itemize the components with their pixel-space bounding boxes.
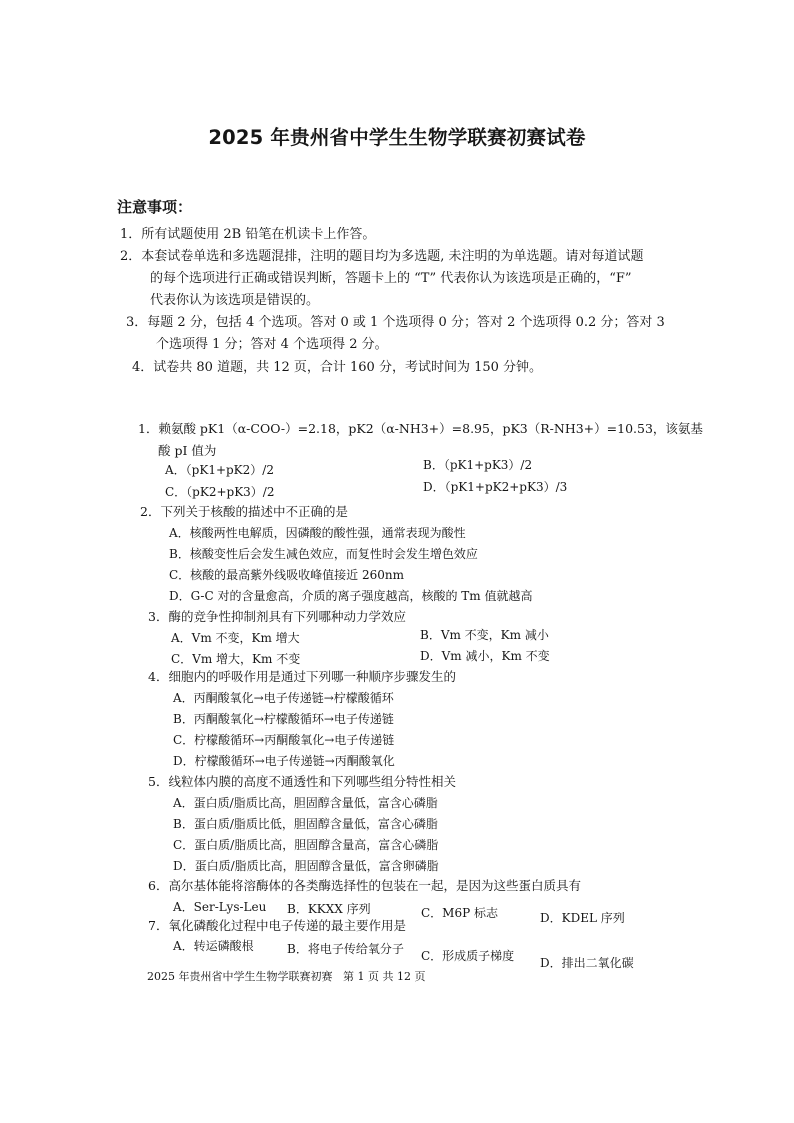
notice-line: 3．每题 2 分，包括 4 个选项。答对 0 或 1 个选项得 0 分；答对 2 个选项得 0.2 分；答对 3 [126,315,665,330]
option-d: D．排出二氧化碳 [540,956,634,970]
option-c: C．M6P 标志 [421,906,498,920]
notice-line: 代表你认为该选项是错误的。 [150,293,320,308]
question-stem: 4．细胞内的呼吸作用是通过下列哪一种顺序步骤发生的 [148,669,456,684]
option-d: D．KDEL 序列 [540,911,625,925]
option-b: B．蛋白质/脂质比低，胆固醇含量低，富含心磷脂 [173,817,438,831]
option-b: B．Vm 不变，Km 减小 [420,628,549,642]
option-b: B．（pK1+pK3）/2 [423,458,533,472]
option-c: C．（pK2+pK3）/2 [165,485,275,499]
question-stem: 6．高尔基体能将溶酶体的各类酶选择性的包装在一起，是因为这些蛋白质具有 [148,878,581,893]
option-c: C．核酸的最高紫外线吸收峰值接近 260nm [169,568,405,582]
question-stem: 7．氧化磷酸化过程中电子传递的最主要作用是 [148,918,406,933]
option-a: A．转运磷酸根 [173,939,254,953]
option-c: C．柠檬酸循环→丙酮酸氧化→电子传递链 [173,733,395,747]
option-d: D．（pK1+pK2+pK3）/3 [423,480,568,494]
notice-heading: 注意事项： [117,198,193,216]
footer-page-number: 第 1 页 共 12 页 [343,970,426,983]
option-a: A．Vm 不变，Km 增大 [171,631,300,645]
option-d: D．G-C 对的含量愈高，介质的离子强度越高，核酸的 Tm 值就越高 [169,589,533,603]
option-c: C．形成质子梯度 [421,949,515,963]
notice-line: 4．试卷共 80 道题，共 12 页，合计 160 分，考试时间为 150 分钟。 [132,360,543,375]
notice-line: 2．本套试卷单选和多选题混排，注明的题目均为多选题, 未注明的为单选题。请对每道试题 [120,249,644,264]
question-stem: 3．酶的竞争性抑制剂具有下列哪种动力学效应 [148,609,406,624]
option-a: A．（pK1+pK2）/2 [165,463,274,477]
notice-line: 个选项得 1 分；答对 4 个选项得 2 分。 [156,337,388,352]
option-a: A．核酸两性电解质，因磷酸的酸性强，通常表现为酸性 [169,526,466,540]
notice-line: 1．所有试题使用 2B 铅笔在机读卡上作答。 [120,227,376,242]
footer-exam-name: 2025 年贵州省中学生生物学联赛初赛 [147,970,333,983]
page-title: 2025 年贵州省中学生生物学联赛初赛试卷 [208,126,586,149]
option-c: C．Vm 增大，Km 不变 [171,652,301,666]
question-stem: 5．线粒体内膜的高度不通透性和下列哪些组分特性相关 [148,774,456,789]
option-b: B．丙酮酸氧化→柠檬酸循环→电子传递链 [173,712,394,726]
option-c: C．蛋白质/脂质比高，胆固醇含量高，富含心磷脂 [173,838,439,852]
option-d: D．柠檬酸循环→电子传递链→丙酮酸氧化 [173,754,395,768]
option-d: D．蛋白质/脂质比高，胆固醇含量低，富含卵磷脂 [173,859,439,873]
question-stem: 2．下列关于核酸的描述中不正确的是 [140,504,348,519]
question-stem: 1．赖氨酸 pK1（α-COO-）=2.18，pK2（α-NH3+）=8.95，pK3（R-NH3+）=10.53，该氨基 [138,421,703,436]
option-b: B．核酸变性后会发生减色效应，而复性时会发生增色效应 [169,547,478,561]
option-a: A．蛋白质/脂质比高，胆固醇含量低，富含心磷脂 [173,796,438,810]
notice-line: 的每个选项进行正确或错误判断，答题卡上的 “T” 代表你认为该选项是正确的，“F” [150,271,632,286]
option-b: B．将电子传给氧分子 [287,942,404,956]
option-b: B．KKXX 序列 [287,902,371,916]
option-d: D．Vm 减小，Km 不变 [420,649,550,663]
option-a: A．Ser-Lys-Leu [173,900,267,914]
option-a: A．丙酮酸氧化→电子传递链→柠檬酸循环 [173,691,394,705]
question-stem: 酸 pI 值为 [158,443,217,458]
